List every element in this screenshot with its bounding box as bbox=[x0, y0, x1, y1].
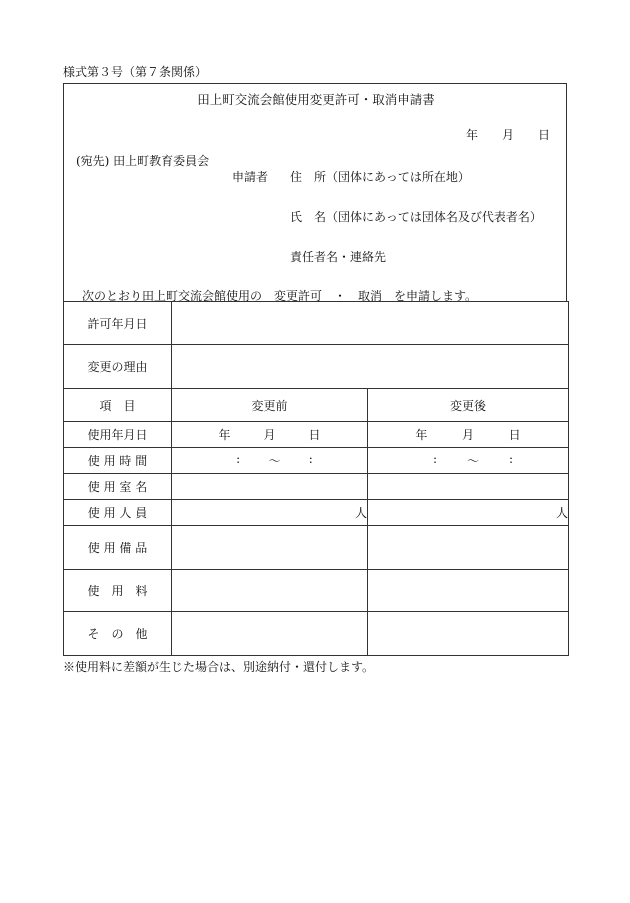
table-row bbox=[64, 422, 569, 448]
table-row bbox=[64, 389, 569, 422]
equipment-label: 使 用 備 品 bbox=[64, 526, 172, 570]
room-before-field[interactable] bbox=[172, 474, 368, 500]
table-row bbox=[64, 302, 569, 345]
table-row bbox=[64, 345, 569, 389]
time-colon: : bbox=[508, 452, 513, 466]
fee-after-field[interactable] bbox=[368, 570, 569, 612]
person-unit: 人 bbox=[555, 506, 568, 520]
before-header: 変更前 bbox=[172, 389, 368, 422]
fee-before-field[interactable] bbox=[172, 570, 368, 612]
change-details-table bbox=[63, 301, 569, 656]
footnote: ※使用料に差額が生じた場合は、別途納付・還付します。 bbox=[63, 660, 375, 674]
time-tilde: 〜 bbox=[268, 454, 281, 468]
use-date-before-field[interactable] bbox=[172, 422, 368, 448]
time-colon: : bbox=[432, 452, 438, 466]
other-after-field[interactable] bbox=[368, 612, 569, 656]
people-label: 使 用 人 員 bbox=[64, 500, 172, 526]
room-after-field[interactable] bbox=[368, 474, 569, 500]
addressee: (宛先) 田上町教育委員会 bbox=[76, 154, 210, 168]
table-row bbox=[64, 500, 569, 526]
use-time-before-field[interactable] bbox=[172, 448, 368, 474]
equipment-before-field[interactable] bbox=[172, 526, 368, 570]
application-statement: 次のとおり田上町交流会館使用の 変更許可 ・ 取消 を申請します。 bbox=[82, 289, 478, 303]
item-header: 項 目 bbox=[64, 389, 172, 422]
equipment-after-field[interactable] bbox=[368, 526, 569, 570]
table-row bbox=[64, 612, 569, 656]
address-field[interactable]: 住 所（団体にあっては所在地） bbox=[290, 170, 470, 184]
use-date-label: 使用年月日 bbox=[64, 422, 172, 448]
permit-date-label: 許可年月日 bbox=[64, 302, 172, 345]
month-label: 月 bbox=[263, 428, 276, 442]
after-header: 変更後 bbox=[368, 389, 569, 422]
use-time-label: 使 用 時 間 bbox=[64, 448, 172, 474]
time-tilde: 〜 bbox=[466, 454, 479, 468]
year-label: 年 bbox=[415, 428, 428, 442]
contact-field[interactable]: 責任者名・連絡先 bbox=[290, 250, 387, 264]
reason-label: 変更の理由 bbox=[64, 345, 172, 389]
permit-date-field[interactable] bbox=[172, 302, 569, 345]
table-row bbox=[64, 474, 569, 500]
use-time-after-field[interactable] bbox=[368, 448, 569, 474]
use-date-after-field[interactable] bbox=[368, 422, 569, 448]
room-label: 使 用 室 名 bbox=[64, 474, 172, 500]
form-number-label: 様式第３号（第７条関係） bbox=[63, 65, 208, 79]
application-header-box bbox=[63, 83, 567, 301]
applicant-label: 申請者 bbox=[232, 170, 269, 184]
time-colon: : bbox=[236, 452, 241, 466]
other-before-field[interactable] bbox=[172, 612, 368, 656]
date-parts bbox=[172, 426, 367, 443]
fee-label: 使 用 料 bbox=[64, 570, 172, 612]
day-label: 日 bbox=[308, 428, 321, 442]
application-date[interactable]: 年 月 日 bbox=[465, 128, 550, 142]
table-row bbox=[64, 526, 569, 570]
person-unit: 人 bbox=[354, 506, 367, 520]
document-title: 田上町交流会館使用変更許可・取消申請書 bbox=[197, 92, 435, 107]
name-field[interactable]: 氏 名（団体にあっては団体名及び代表者名） bbox=[290, 210, 542, 224]
day-label: 日 bbox=[508, 428, 521, 442]
month-label: 月 bbox=[461, 428, 474, 442]
people-after-field[interactable] bbox=[368, 500, 569, 526]
time-parts bbox=[172, 452, 367, 469]
people-before-field[interactable] bbox=[172, 500, 368, 526]
date-parts bbox=[368, 426, 568, 443]
year-label: 年 bbox=[218, 428, 231, 442]
time-parts bbox=[368, 452, 568, 469]
time-colon: : bbox=[308, 452, 313, 466]
table-row bbox=[64, 448, 569, 474]
reason-field[interactable] bbox=[172, 345, 569, 389]
other-label: そ の 他 bbox=[64, 612, 172, 656]
table-row bbox=[64, 570, 569, 612]
